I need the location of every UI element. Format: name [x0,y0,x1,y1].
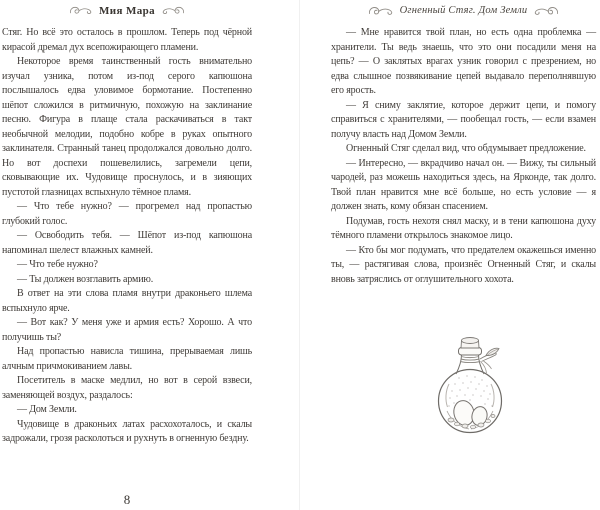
flourish-ornament-icon [161,5,185,16]
flourish-ornament-icon [533,5,559,17]
paragraph: — Мне нравится твой план, но есть одна проблемка — хранители. Ты ведь знаешь, что это они посадили меня на цепь? — О заклятых врагах узник говорил с презрением, но едва слышное позвякивание цепей выдавало переполнявшую его ярость. [331,27,596,96]
author-name: Мия Мара [98,4,156,17]
paragraph: Стяг. Но всё это осталось в прошлом. Теперь под чёрной кирасой дремал дух всепожирающего пламени. [2,27,252,53]
paragraph: — Что тебе нужно? — прогремел над пропастью глубокий голос. [2,201,252,227]
paragraph: Подумав, гость нехотя снял маску, и в тени капюшона духу тёмного пламени открылось знакомое лицо. [331,215,596,241]
flourish-ornament-icon [368,5,394,17]
right-page-text [331,26,596,287]
paragraph: — Что тебе нужно? [17,259,98,270]
paragraph: В ответ на эти слова пламя внутри драконьего шлема вспыхнуло ярче. [2,288,252,314]
right-page [331,0,596,510]
paragraph: — Дом Земли. [17,404,77,415]
chapter-title: Огненный Стяг. Дом Земли [399,5,528,16]
left-page-text [2,26,252,447]
right-running-header [331,3,596,18]
paragraph: — Кто бы мог подумать, что предателем окажешься именно ты, — растягивая слова, произнёс Огненный Стяг, и скалы вновь затряслись от оглушительного хохота. [331,244,596,285]
paragraph: — Интересно, — вкрадчиво начал он. — Вижу, ты сильный чародей, раз можешь находиться здесь, на Ярконде, так долго. Твой план нравится мне всё больше, но есть условие — я должен знать, кому обязан спасением. [331,157,596,212]
paragraph: Чудовище в драконьих латах расхохоталось, и скалы задрожали, грозя расколоться и рухнуть в огненную бездну. [2,418,252,444]
paragraph: — Вот как? У меня уже и армия есть? Хорошо. А что получишь ты? [2,317,252,343]
potion-bottle-illustration [437,336,503,435]
left-page [2,0,252,510]
paragraph: Посетитель в маске медлил, но вот в серой взвеси, заменяющей воздух, раздалось: [2,375,252,401]
paragraph: — Я сниму заклятие, которое держит цепи, и помогу справиться с хранителями, — пообещал гость, — если взамен получу власть над Домом Земли. [331,99,596,140]
flourish-ornament-icon [69,5,93,16]
paragraph: — Освободить тебя. — Шёпот из-под капюшона напоминал шелест влажных камней. [2,230,252,256]
left-running-header [2,3,252,18]
page-gutter-divider [299,0,300,510]
paragraph: — Ты должен возглавить армию. [17,273,154,285]
paragraph: Над пропастью нависла тишина, прерываемая лишь алчным причмокиванием лавы. [2,346,252,372]
paragraph: Некоторое время таинственный гость внимательно изучал узника, потом из-под серого капюшона послышалось едва уловимое бормотание. Постепенно шёпот сложился в ритмичную, похожую на заклинание песню. Фигура в плаще стала раскачиваться в такт необычной мелодии, подобно кобре в руках опытного заклинателя. Странный танец продолжался довольно долго. Но вот доспехи пошевелились, загремели цепи, сковывающие их. Чудовище проснулось, и в зияющих пустотой глазницах вспыхнуло тёмное пламя. [2,56,252,198]
paragraph: Огненный Стяг сделал вид, что обдумывает предложение. [346,143,586,154]
page-number: 8 [123,492,131,507]
